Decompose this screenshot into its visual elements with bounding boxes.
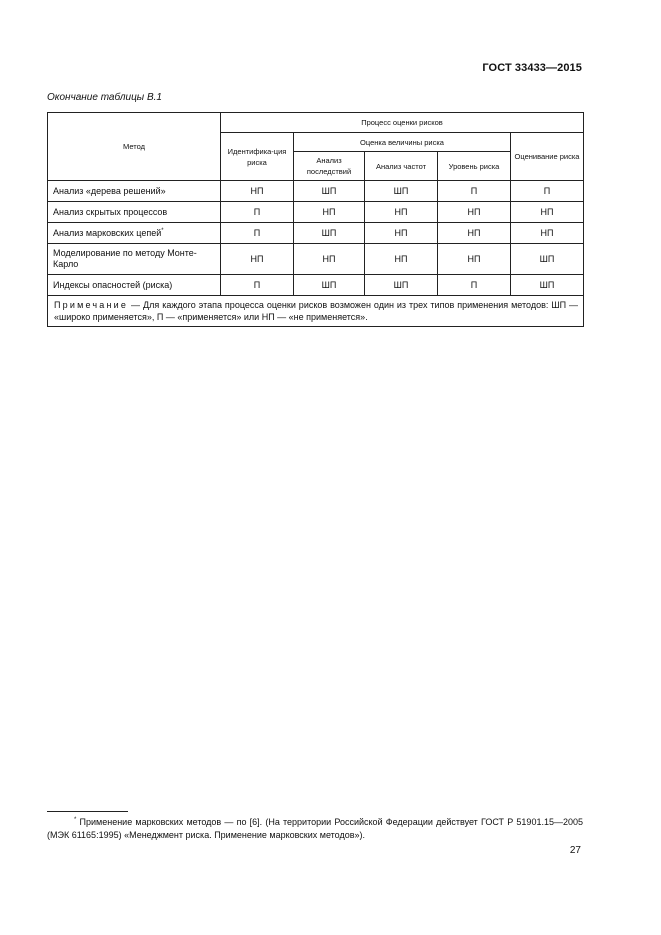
note-text: — Для каждого этапа процесса оценки рисков возможен один из трех типов применения методов: ШП — «широко применяется», П — «применяется» или НП — «не применяется». — [54, 300, 579, 322]
page-number: 27 — [569, 845, 581, 856]
value-cell: НП — [221, 244, 294, 275]
value-cell: НП — [294, 244, 365, 275]
value-cell: НП — [438, 223, 511, 244]
header-method: Метод — [48, 113, 221, 181]
table-row — [48, 275, 584, 296]
value-cell: П — [438, 181, 511, 202]
footnote-mark: * — [74, 817, 77, 823]
method-cell: Анализ скрытых процессов — [48, 202, 221, 223]
header-evaluation: Оценивание риска — [511, 133, 584, 181]
value-cell: ШП — [365, 181, 438, 202]
value-cell: ШП — [511, 244, 584, 275]
header-level: Уровень риска — [438, 152, 511, 181]
header-magnitude: Оценка величины риска — [294, 133, 511, 152]
value-cell: НП — [365, 202, 438, 223]
value-cell: П — [221, 275, 294, 296]
value-cell: НП — [221, 181, 294, 202]
value-cell: П — [438, 275, 511, 296]
footnote-divider — [47, 811, 128, 812]
table-caption: Окончание таблицы В.1 — [47, 92, 162, 103]
value-cell: ШП — [294, 223, 365, 244]
value-cell: ШП — [294, 275, 365, 296]
footnote-mark: * — [161, 227, 164, 234]
value-cell: НП — [438, 244, 511, 275]
value-cell: НП — [294, 202, 365, 223]
footnote-text: Применение марковских методов — по [6]. (На территории Российской Федерации действует ГОСТ Р 51901.15—2005 (МЭК 61165:1995) «Менеджмент риска. Применение марковских методов»). — [47, 817, 583, 840]
value-cell: НП — [365, 223, 438, 244]
method-cell: Индексы опасностей (риска) — [48, 275, 221, 296]
value-cell: П — [511, 181, 584, 202]
table-note — [48, 296, 584, 327]
header-frequencies: Анализ частот — [365, 152, 438, 181]
table-row — [48, 202, 584, 223]
header-consequences: Анализ последствий — [294, 152, 365, 181]
value-cell: ШП — [294, 181, 365, 202]
method-cell: Анализ «дерева решений» — [48, 181, 221, 202]
table-row — [48, 244, 584, 275]
value-cell: ШП — [365, 275, 438, 296]
method-cell: Анализ марковских цепей* — [48, 223, 221, 244]
value-cell: НП — [365, 244, 438, 275]
risk-methods-table — [47, 112, 584, 327]
table-note-row — [48, 296, 584, 327]
value-cell: П — [221, 202, 294, 223]
value-cell: П — [221, 223, 294, 244]
header-process: Процесс оценки рисков — [221, 113, 584, 133]
value-cell: НП — [511, 202, 584, 223]
footnote — [47, 816, 583, 842]
value-cell: НП — [438, 202, 511, 223]
table-row — [48, 181, 584, 202]
note-label: Примечание — [54, 300, 129, 310]
value-cell: НП — [511, 223, 584, 244]
header-identification: Идентифика-ция риска — [221, 133, 294, 181]
table-row — [48, 223, 584, 244]
value-cell: ШП — [511, 275, 584, 296]
method-cell: Моделирование по методу Монте-Карло — [48, 244, 221, 275]
document-code: ГОСТ 33433—2015 — [482, 62, 582, 74]
